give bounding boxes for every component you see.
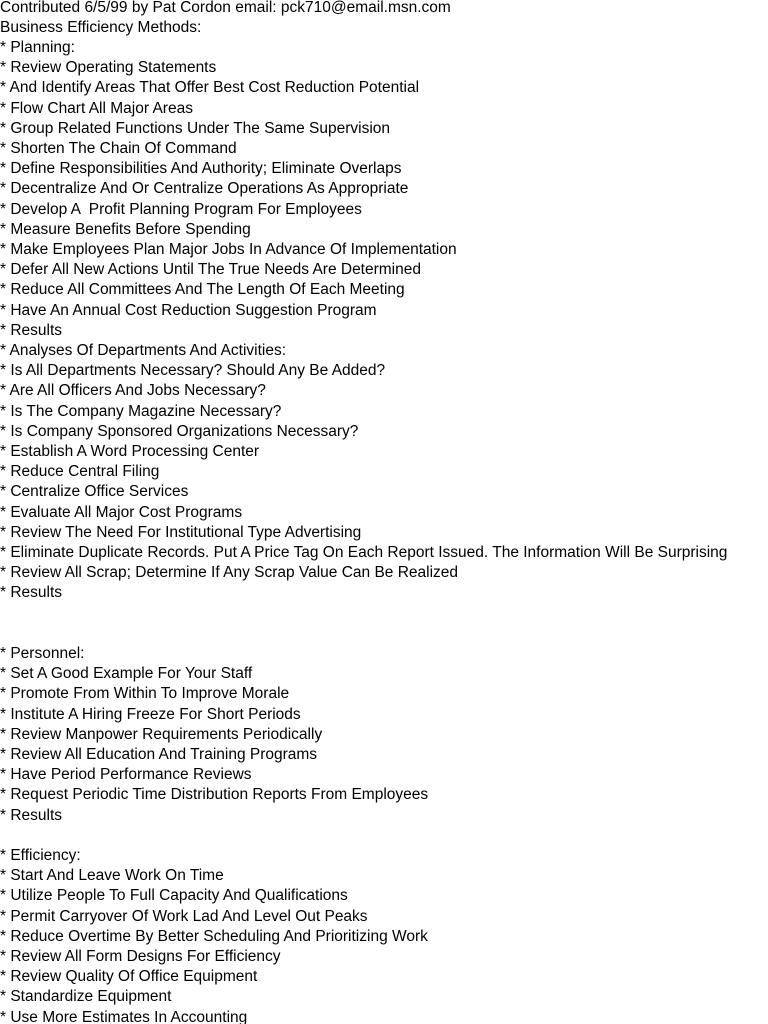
list-item: * Permit Carryover Of Work Lad And Level Out Peaks — [0, 907, 368, 925]
list-item: * Is Company Sponsored Organizations Necessary? — [0, 422, 359, 440]
list-item: * Reduce Central Filing — [0, 463, 160, 481]
list-item: * Institute A Hiring Freeze For Short Periods — [0, 705, 301, 723]
list-item: * Review The Need For Institutional Type Advertising — [0, 523, 362, 541]
list-item: * Utilize People To Full Capacity And Qualifications — [0, 887, 348, 905]
list-item: * Have Period Performance Reviews — [0, 766, 252, 784]
list-item: * Evaluate All Major Cost Programs — [0, 503, 243, 521]
list-item: * Results — [0, 806, 63, 824]
list-item: * Planning: — [0, 39, 75, 56]
list-item: * Flow Chart All Major Areas — [0, 99, 193, 117]
list-item: * Results — [0, 584, 63, 602]
list-item: * Is All Departments Necessary? Should Any Be Added? — [0, 362, 386, 380]
list-item: * Make Employees Plan Major Jobs In Advance Of Implementation — [0, 241, 457, 258]
list-item: * Efficiency: — [0, 847, 81, 864]
list-item: * Defer All New Actions Until The True Needs Are Determined — [0, 261, 421, 279]
list-item: * Is The Company Magazine Necessary? — [0, 402, 282, 420]
list-item: * Review All Education And Training Programs — [0, 746, 318, 763]
list-item: * Analyses Of Departments And Activities: — [0, 342, 287, 359]
list-item: * Reduce All Committees And The Length Of Each Meeting — [0, 281, 405, 299]
list-item: * Results — [0, 321, 63, 339]
list-item: * Start And Leave Work On Time — [0, 867, 224, 885]
list-item: * Group Related Functions Under The Same Supervision — [0, 119, 391, 137]
list-item: * Establish A Word Processing Center — [0, 443, 260, 460]
list-item: * Measure Benefits Before Spending — [0, 220, 251, 238]
list-item: * Request Periodic Time Distribution Reports From Employees — [0, 786, 429, 804]
list-item: * Review All Form Designs For Efficiency — [0, 948, 281, 965]
list-item: * Standardize Equipment — [0, 988, 172, 1006]
list-item: * Personnel: — [0, 645, 85, 662]
list-item: * Develop A Profit Planning Program For Employees — [0, 200, 362, 218]
list-item: * Use More Estimates In Accounting — [0, 1008, 248, 1024]
list-item: * And Identify Areas That Offer Best Cost Reduction Potential — [0, 79, 420, 97]
list-item: * Set A Good Example For Your Staff — [0, 665, 253, 683]
list-item: * Review All Scrap; Determine If Any Scrap Value Can Be Realized — [0, 564, 459, 582]
list-item: * Review Quality Of Office Equipment — [0, 968, 258, 986]
list-item: * Centralize Office Services — [0, 483, 189, 501]
list-item: * Promote From Within To Improve Morale — [0, 685, 290, 703]
contributor-line: Contributed 6/5/99 by Pat Cordon email: pck710@email.msn.com — [0, 0, 451, 16]
list-item: * Define Responsibilities And Authority; Eliminate Overlaps — [0, 160, 402, 178]
list-item: * Review Operating Statements — [0, 59, 217, 77]
list-item: * Review Manpower Requirements Periodically — [0, 725, 323, 743]
document-title: Business Efficiency Methods: — [0, 19, 202, 36]
list-item: * Eliminate Duplicate Records. Put A Price Tag On Each Report Issued. The Information Will Be Surprising — [0, 544, 728, 561]
list-item: * Shorten The Chain Of Command — [0, 140, 237, 157]
list-item: * Reduce Overtime By Better Scheduling And Prioritizing Work — [0, 927, 428, 945]
list-item: * Have An Annual Cost Reduction Suggestion Program — [0, 301, 377, 319]
list-item: * Decentralize And Or Centralize Operations As Appropriate — [0, 180, 409, 198]
list-item: * Are All Officers And Jobs Necessary? — [0, 382, 266, 400]
